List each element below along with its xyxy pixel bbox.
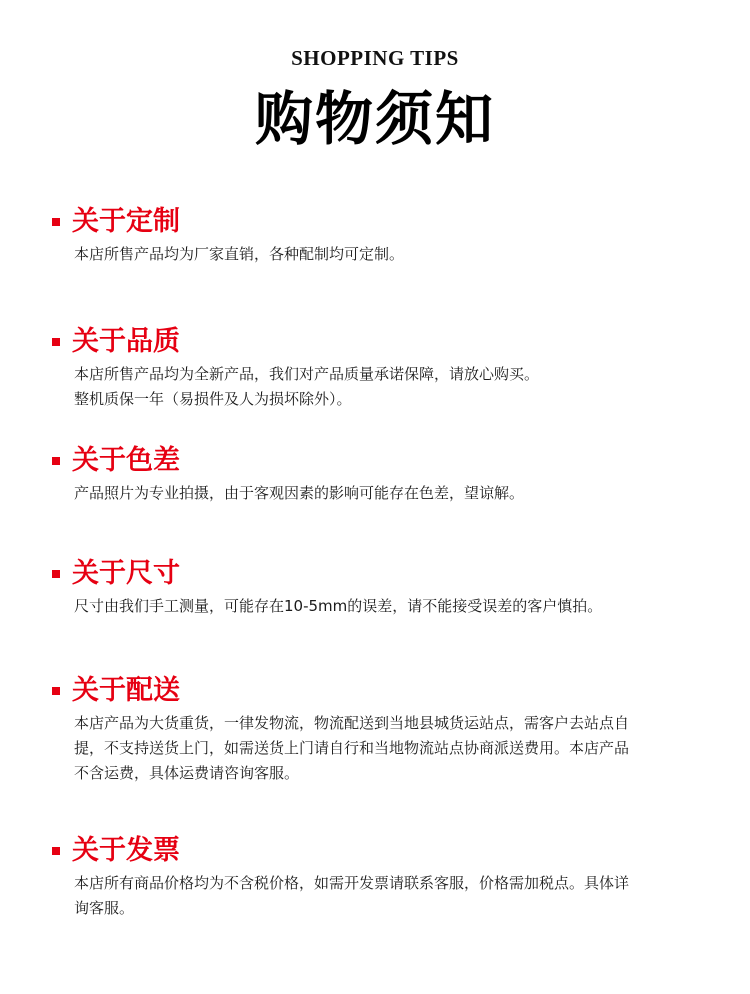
body-line: 提，不支持送货上门，如需送货上门请自行和当地物流站点协商派送费用。本店产品	[74, 739, 630, 757]
body-line: 产品照片为专业拍摄，由于客观因素的影响可能存在色差，望谅解。	[74, 484, 525, 502]
section-title: 关于定制	[72, 206, 180, 237]
section-header	[50, 673, 710, 709]
square-bullet-icon	[52, 687, 60, 695]
section-body	[74, 711, 710, 786]
page-title: 购物须知	[254, 85, 495, 153]
square-bullet-icon	[52, 218, 60, 226]
section-header	[50, 443, 710, 479]
section-body	[74, 362, 710, 412]
section-customization	[50, 204, 710, 267]
section-color-difference	[50, 443, 710, 506]
body-line: 询客服。	[74, 899, 135, 917]
section-header	[50, 324, 710, 360]
section-header	[50, 833, 710, 869]
body-line: 本店产品为大货重货，一律发物流，物流配送到当地县城货运站点，需客户去站点自	[74, 714, 630, 732]
section-title: 关于色差	[72, 445, 180, 476]
body-line: 本店所售产品均为厂家直销，各种配制均可定制。	[74, 245, 405, 263]
section-quality	[50, 324, 710, 412]
square-bullet-icon	[52, 570, 60, 578]
section-size	[50, 556, 710, 619]
section-body	[74, 871, 710, 921]
section-header	[50, 556, 710, 592]
section-title: 关于品质	[72, 326, 180, 357]
square-bullet-icon	[52, 338, 60, 346]
section-body	[74, 242, 710, 267]
section-delivery	[50, 673, 710, 786]
body-line: 不含运费，具体运费请咨询客服。	[74, 764, 300, 782]
section-invoice	[50, 833, 710, 921]
body-line: 本店所售产品均为全新产品，我们对产品质量承诺保障，请放心购买。	[74, 365, 540, 383]
section-title: 关于配送	[72, 675, 180, 706]
body-line: 本店所有商品价格均为不含税价格，如需开发票请联系客服，价格需加税点。具体详	[74, 874, 630, 892]
page-subtitle: SHOPPING TIPS	[291, 46, 459, 70]
square-bullet-icon	[52, 847, 60, 855]
section-body	[74, 481, 710, 506]
section-title: 关于尺寸	[72, 558, 180, 589]
section-title: 关于发票	[72, 835, 180, 866]
body-line: 尺寸由我们手工测量，可能存在10-5mm的误差，请不能接受误差的客户慎拍。	[74, 597, 603, 615]
section-header	[50, 204, 710, 240]
section-body	[74, 594, 710, 619]
page-header	[0, 44, 750, 154]
body-line: 整机质保一年（易损件及人为损坏除外）。	[74, 390, 352, 408]
square-bullet-icon	[52, 457, 60, 465]
